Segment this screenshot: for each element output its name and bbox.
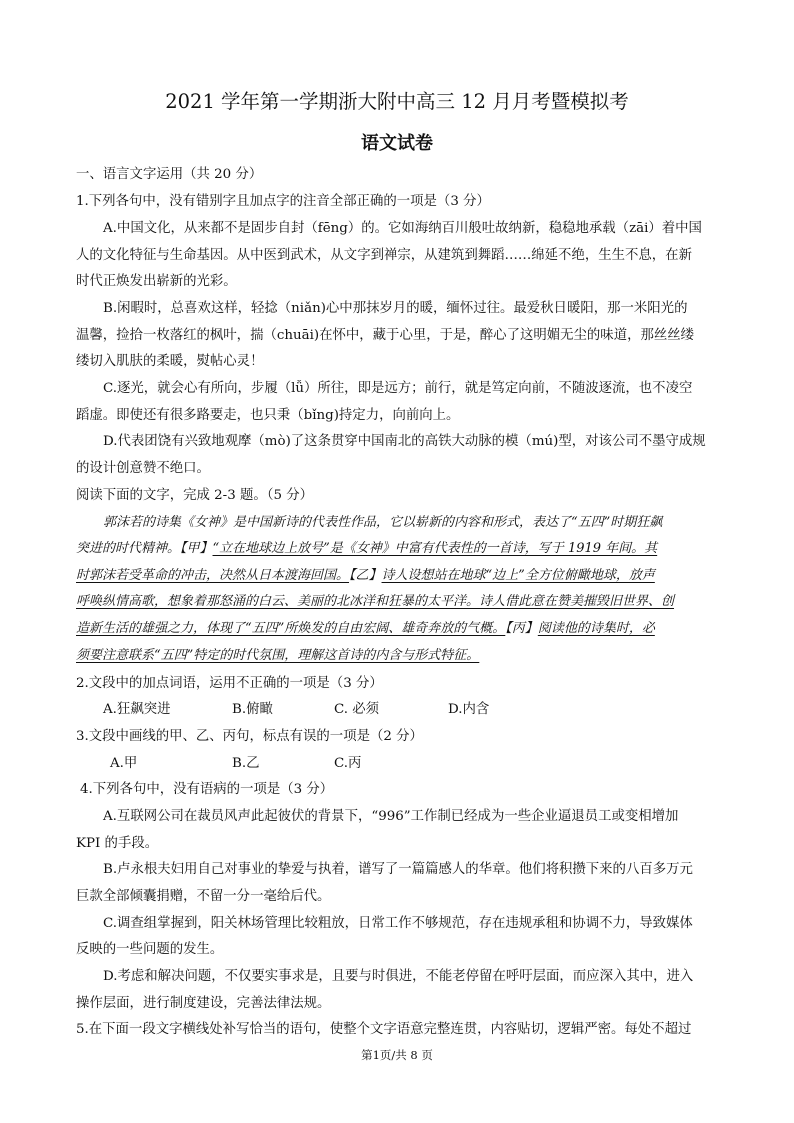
- passage-line-3: 时郭沫若受革命的冲击，决然从日本渡海回国。【乙】诗人设想站在地球“边上”全方位俯瞰地球，放声: [76, 568, 655, 583]
- q1-option-c-line1: C.逐光，就会心有所向，步履（lǚ）所往，即是远方；前行，就是笃定向前，不随波逐流，也不凌空: [103, 381, 693, 396]
- q3-option-b: B.乙: [232, 756, 260, 771]
- q4-option-a-line1: A.互联网公司在裁员风声此起彼伏的背景下，“996”工作制已经成为一些企业逼退员工或变相增加: [103, 809, 679, 824]
- q4-option-b-line1: B.卢永根夫妇用自己对事业的挚爱与执着，谱写了一篇篇感人的华章。他们将积攒下来的八百多万元: [103, 862, 693, 877]
- page-number: 第1页/共 8 页: [361, 1048, 433, 1062]
- question-1-stem: 1.下列各句中，没有错别字且加点字的注音全部正确的一项是（3 分）: [76, 194, 490, 209]
- q1-option-a-line3: 时代正焕发出崭新的光彩。: [76, 274, 237, 289]
- passage-line-6: 须要注意联系“五四”特定的时代氛围，理解这首诗的内含与形式特征。: [76, 648, 480, 663]
- underlined-sentence-yi: 诗人设想站在地球“边上”全方位俯瞰地球，放声: [381, 568, 655, 583]
- passage-line-2: 突进的时代精神。【甲】“立在地球边上放号”是《女神》中富有代表性的一首诗，写于 1919 年间。其: [76, 541, 658, 556]
- underlined-sentence-bing: 阅读他的诗集时，必: [537, 621, 655, 636]
- reading-intro: 阅读下面的文字，完成 2-3 题。（5 分）: [76, 488, 314, 503]
- question-3-stem: 3.文段中画线的甲、乙、丙句，标点有误的一项是（2 分）: [76, 729, 423, 744]
- q4-option-a-line2: KPI 的手段。: [76, 836, 159, 851]
- passage-line-1: 郭沫若的诗集《女神》是中国新诗的代表性作品，它以崭新的内容和形式，表达了“五四”时期狂飙: [103, 515, 663, 530]
- q1-option-a-line1: A.中国文化，从来都不是固步自封（fēng）的。它如海纳百川般吐故纳新，稳稳地承载（zāi）着中国: [103, 221, 702, 236]
- q4-option-b-line2: 巨款全部倾囊捐赠，不留一分一毫给后代。: [76, 889, 331, 904]
- q2-option-a: A.狂飙突进: [103, 702, 171, 717]
- q4-option-d-line1: D.考虑和解决问题，不仅要实事求是，且要与时俱进，不能老停留在呼吁层面，而应深入其中，进入: [103, 969, 694, 984]
- q3-option-a: A.甲: [110, 756, 138, 771]
- exam-title: 2021 学年第一学期浙大附中高三 12 月月考暨模拟考: [165, 90, 629, 113]
- q3-option-c: C.丙: [334, 756, 362, 771]
- question-2-stem: 2.文段中的加点词语，运用不正确的一项是（3 分）: [76, 676, 383, 691]
- q1-option-b-line1: B.闲暇时，总喜欢这样，轻捻（niǎn)心中那抹岁月的暖，缅怀过往。最爱秋日暖阳，那一米阳光的: [103, 301, 688, 316]
- q4-option-c-line2: 反映的一些问题的发生。: [76, 942, 224, 957]
- passage-line-4: 呼唤纵情高歌，想象着那怒涌的白云、美丽的北冰洋和狂暴的太平洋。诗人借此意在赞美摧毁旧世界、创: [76, 594, 675, 609]
- exam-subtitle: 语文试卷: [361, 133, 433, 154]
- underlined-sentence-jia: “立在地球边上放号”是《女神》中富有代表性的一首诗，写于 1919 年间。其: [212, 541, 658, 556]
- question-5-stem: 5.在下面一段文字横线处补写恰当的语句，使整个文字语意完整连贯，内容贴切，逻辑严密。每处不超过: [76, 1022, 692, 1037]
- question-4-stem: 4.下列各句中，没有语病的一项是（3 分）: [80, 782, 334, 797]
- q2-option-c: C. 必须: [334, 702, 380, 717]
- q1-option-b-line3: 缕切入肌肤的柔暖，熨帖心灵！: [76, 354, 264, 369]
- q2-option-d: D.内含: [448, 702, 490, 717]
- q1-option-b-line2: 温馨，捡拾一枚落红的枫叶，揣（chuāi)在怀中，藏于心里，于是，醉心了这明媚无尘的味道，那丝丝缕: [76, 328, 695, 343]
- section-heading: 一、语言文字运用（共 20 分）: [76, 167, 263, 182]
- q1-option-d-line2: 的设计创意赞不绝口。: [76, 461, 210, 476]
- q1-option-c-line2: 蹈虚。即使还有很多路要走，也只秉（bǐng)持定力，向前向上。: [76, 408, 460, 423]
- q2-option-b: B.俯瞰: [232, 702, 273, 717]
- q1-option-a-line2: 人的文化特征与生命基因。从中医到武术，从文字到禅宗，从建筑到舞蹈……绵延不绝，生生不息，在新: [76, 248, 692, 263]
- passage-line-5: 造新生活的雄强之力，体现了“五四”所焕发的自由宏阔、雄奇奔放的气概。【丙】阅读他的诗集时，必: [76, 621, 655, 636]
- q1-option-d-line1: D.代表团饶有兴致地观摩（mò)了这条贯穿中国南北的高铁大动脉的模（mú)型，对该公司不墨守成规: [103, 434, 706, 449]
- q4-option-c-line1: C.调查组掌握到，阳关林场管理比较粗放，日常工作不够规范，存在违规承租和协调不力，导致媒体: [103, 916, 693, 931]
- q4-option-d-line2: 操作层面，进行制度建设，完善法律法规。: [76, 996, 331, 1011]
